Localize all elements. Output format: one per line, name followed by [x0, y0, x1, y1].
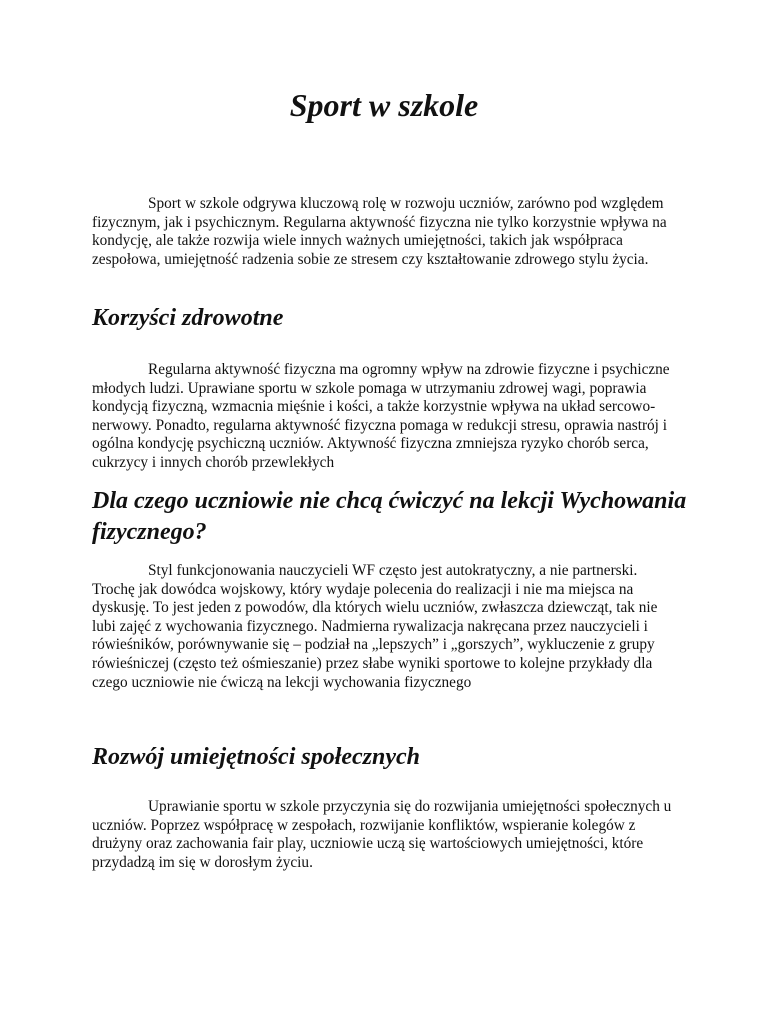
section-heading-why-students-avoid-pe: Dla czego uczniowie nie chcą ćwiczyć na lekcji Wychowania fizycznego?	[92, 488, 687, 545]
intro-paragraph: Sport w szkole odgrywa kluczową rolę w rozwoju uczniów, zarówno pod względem fizycznym, jak i psychicznym. Regularna aktywność fizyczna nie tylko korzystnie wpływa na kondycję, ale także rozwija wiele innych ważnych umiejętności, takich jak współpraca zespołowa, umiejętność radzenia sobie ze stresem czy kształtowanie zdrowego stylu życia.	[92, 195, 667, 268]
health-benefits-paragraph: Regularna aktywność fizyczna ma ogromny wpływ na zdrowie fizyczne i psychiczne młodych ludzi. Uprawiane sportu w szkole pomaga w utrzymaniu zdrowej wagi, poprawia kondycją fizyczną, wzmacnia mięśnie i kości, a także korzystnie wpływa na układ sercowo-nerwowy. Ponadto, regularna aktywność fizyczna pomaga w redukcji stresu, oprawia nastrój i ogólna kondycję psychiczną uczniów. Aktywność fizyczna zmniejsza ryzyko chorób serca, cukrzycy i innych chorób przewlekłych	[92, 361, 670, 471]
why-students-avoid-pe-paragraph: Styl funkcjonowania nauczycieli WF często jest autokratyczny, a nie partnerski. Trochę jak dowódca wojskowy, który wydaje polecenia do realizacji i nie ma miejsca na dyskusję. To jest jeden z powodów, dla których wielu uczniów, zwłaszcza dziewcząt, tak nie lubi zajęć z wychowania fizycznego. Nadmierna rywalizacja nakręcana przez nauczycieli i rówieśników, porównywanie się – podział na „lepszych” i „gorszych”, wykluczenie z grupy rówieśniczej (często też ośmieszanie) przez słabe wyniki sportowe to kolejne przykłady dla czego uczniowie nie ćwiczą na lekcji wychowania fizycznego	[92, 562, 658, 691]
document-title: Sport w szkole	[289, 87, 479, 123]
section-heading-social-skills: Rozwój umiejętności społecznych	[92, 744, 421, 770]
section-heading-health-benefits: Korzyści zdrowotne	[92, 305, 284, 331]
social-skills-paragraph: Uprawianie sportu w szkole przyczynia się do rozwijania umiejętności społecznych u uczniów. Poprzez współpracę w zespołach, rozwijanie konfliktów, wspieranie kolegów z drużyny oraz zachowania fair play, uczniowie uczą się wartościowych umiejętności, które przydadzą im się w dorosłym życiu.	[92, 798, 672, 871]
